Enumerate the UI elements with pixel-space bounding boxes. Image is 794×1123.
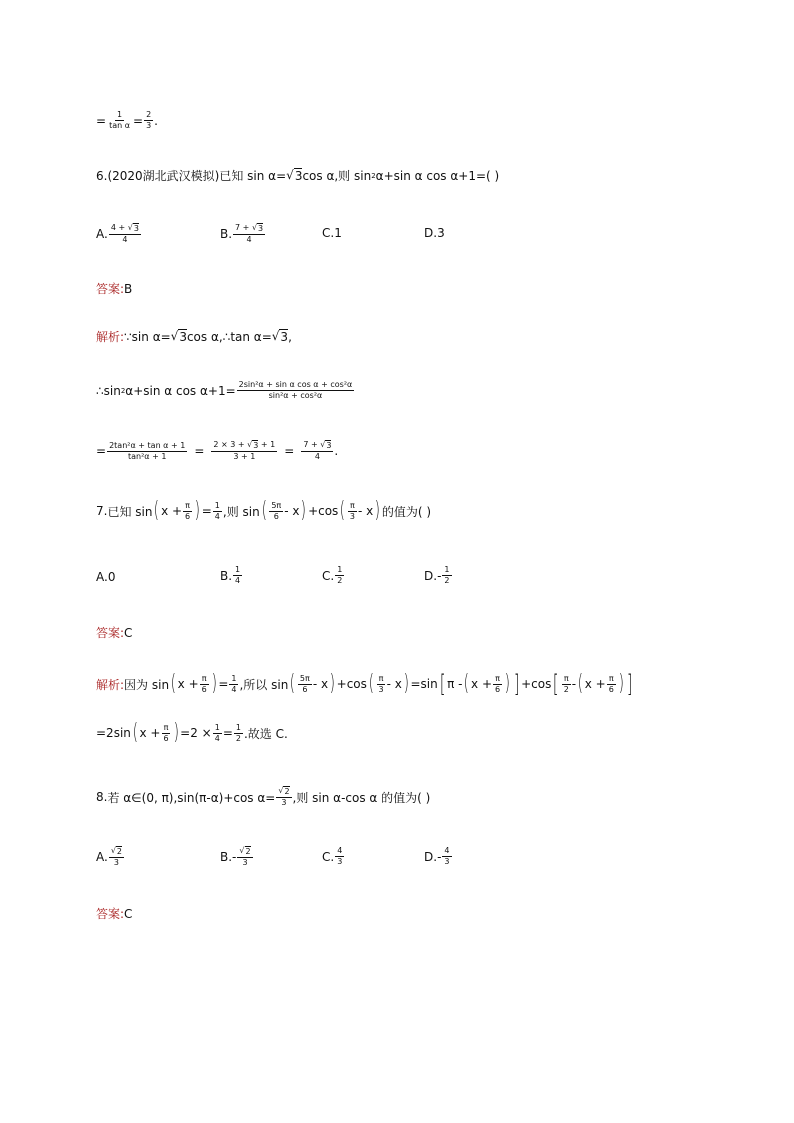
question-number: 6. bbox=[96, 168, 108, 183]
q6-analysis-line-1: 解析: ∵sin α= √ 3 cos α,∴tan α= √ 3 , bbox=[96, 329, 292, 344]
fraction-2-over-3: $\frac{2}{3}$ bbox=[146, 110, 152, 130]
q8-option-c: C. $\frac{4}{3}$ bbox=[322, 846, 343, 866]
question-7-stem: 7. 已知 sin ( x + $\frac{\pi}{6}$ ) = $\frac{1}{4}$ ,则 sin ( $\frac{5\pi}{6}$ - x ) +cos ( $\frac{\pi}{3}$ - x ) 的值为( ) bbox=[96, 498, 432, 523]
fraction-expression: $\frac{\text{2sin²α + sin α cos α + cos²α}}{\text{sin²α + cos²α}}$ bbox=[238, 380, 353, 400]
q8-option-d: D. - $\frac{4}{3}$ bbox=[424, 846, 450, 866]
analysis-label: 解析: bbox=[96, 330, 125, 344]
question-8-stem: 8. 若 α∈(0, π),sin(π-α)+cos α= √ 2 3 ,则 sin α-cos α 的值为( ) bbox=[96, 786, 431, 807]
q7-option-b: B. $\frac{1}{4}$ bbox=[220, 565, 241, 585]
q6-option-c: C. 1 bbox=[322, 226, 342, 240]
q7-option-d: D. - $\frac{1}{2}$ bbox=[424, 565, 450, 585]
q8-option-a: A. √ 2 3 bbox=[96, 846, 123, 867]
q6-option-d: D. 3 bbox=[424, 226, 445, 240]
answer-value: B bbox=[124, 281, 133, 296]
answer-label: 答案: bbox=[96, 282, 125, 296]
q8-option-b: B. - √ 2 3 bbox=[220, 846, 251, 867]
q7-analysis-line-2: =2sin ( x + $\frac{\pi}{6}$ ) =2 × $\frac{1}{4}$ = $\frac{1}{2}$ .故选 C. bbox=[96, 720, 288, 745]
q6-analysis-line-3: = $\frac{\text{2tan²α + tan α + 1}}{\text{tan²α + 1}}$ = 2 × 3 + √ 3 + 1 3 + 1 = 7 + √ 3 4 . bbox=[96, 440, 339, 461]
q7-option-c: C. $\frac{1}{2}$ bbox=[322, 565, 343, 585]
q7-answer: 答案: C bbox=[96, 625, 133, 640]
sqrt-symbol: √ 3 bbox=[286, 168, 303, 183]
question-source: (2020湖北武汉模拟) bbox=[107, 169, 220, 183]
q6-option-a: A. 4 + √ 3 4 bbox=[96, 223, 139, 244]
q6-option-b: B. 7 + √ 3 4 bbox=[220, 223, 264, 244]
q7-option-a: A. 0 bbox=[96, 570, 116, 584]
q8-answer: 答案: C bbox=[96, 906, 133, 921]
question-6-stem: 6. (2020湖北武汉模拟) 已知 sin α= √ 3 cos α,则 sin 2 α+sin α cos α+1=( ) bbox=[96, 168, 500, 183]
fraction-1-over-tan: $\frac{1}{\text{tan α}}$ bbox=[109, 110, 130, 130]
equals: = bbox=[96, 113, 107, 128]
top-fragment: = $\frac{1}{\text{tan α}}$ = $\frac{2}{3}$ . bbox=[96, 110, 158, 130]
q6-answer bbox=[96, 280, 132, 297]
q6-analysis-line-2: ∴sin 2 α+sin α cos α+1= $\frac{\text{2sin²α + sin α cos α + cos²α}}{\text{sin²α + cos²α}}$ bbox=[96, 380, 353, 400]
q7-analysis-line-1: 解析: 因为 sin ( x + $\frac{\pi}{6}$ ) = $\frac{1}{4}$ ,所以 sin ( $\frac{5\pi}{6}$ - x ) +cos ( $\frac{\pi}{3}$ - x ) =sin [ π - ( x + $\frac{\pi}{6}$ ) ] +cos [ $\frac{\pi}{2}$ - ( x + $\frac{\pi}{6}$ ) ] bbox=[96, 670, 633, 698]
